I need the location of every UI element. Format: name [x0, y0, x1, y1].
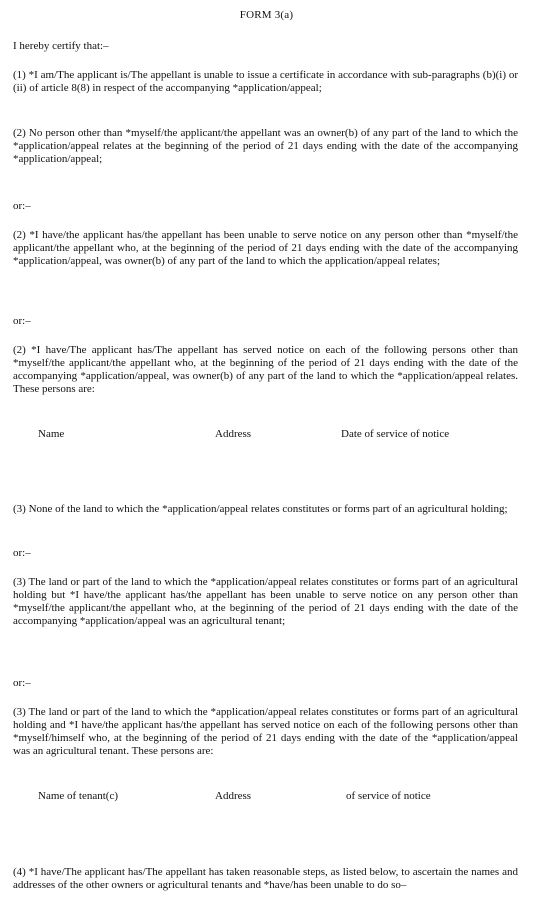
paragraph-3-option-c: (3) The land or part of the land to which the *application/appeal relates constitutes or forms part of an agricultural holding and *I have/the applicant has/the appellant has served notice on each of the following persons other than *myself/himself who, at the beginning of the period of 21 days ending with the date of the *application/appeal was an agricultural tenant. These persons are: — [13, 706, 518, 757]
column-header: Date of service of notice — [341, 428, 450, 440]
paragraph-4: (4) *I have/The applicant has/The appellant has taken reasonable steps, as listed below, to ascertain the names and addresses of the other owners or agricultural tenants and *have/has been unable to do so– — [13, 866, 518, 891]
column-header: Address — [215, 428, 252, 440]
intro-text: I hereby certify that:– — [13, 40, 109, 52]
or-separator: or:– — [13, 547, 31, 559]
paragraph-2-option-c: (2) *I have/The applicant has/The appellant has served notice on each of the following persons other than *myself/the applicant/the appellant who, at the beginning of the period of 21 days ending with the date of the accompanying *application/appeal, was owner(b) of any part of the land to which the *application/appeal relates. These persons are: — [13, 344, 518, 395]
column-header: Name of tenant(c) — [38, 790, 119, 802]
column-header: Name — [38, 428, 65, 440]
or-separator: or:– — [13, 315, 31, 327]
paragraph-3-option-b: (3) The land or part of the land to which the *application/appeal relates constitutes or forms part of an agricultural holding but *I have/the applicant has/the appellant has been unable to serve notice on any person other than *myself/the applicant/the appellant who, at the beginning of the period of 21 days ending with the date of the accompanying *application/appeal was an agricultural tenant; — [13, 576, 518, 627]
or-separator: or:– — [13, 677, 31, 689]
paragraph-2-option-b: (2) *I have/the applicant has/the appellant has been unable to serve notice on any person other than *myself/the applicant/the appellant who, at the beginning of the period of 21 days ending with the date of the accompanying *application/appeal, was owner(b) of any part of the land to which the application/appeal relates; — [13, 229, 518, 267]
or-separator: or:– — [13, 200, 31, 212]
paragraph-2-option-a: (2) No person other than *myself/the applicant/the appellant was an owner(b) of any part of the land to which the *application/appeal relates at the beginning of the period of 21 days ending with the date of the accompanying *application/appeal; — [13, 127, 518, 165]
form-title: FORM 3(a) — [239, 9, 294, 21]
paragraph-1: (1) *I am/The applicant is/The appellant is unable to issue a certificate in accordance with sub-paragraphs (b)(i) or (ii) of article 8(8) in respect of the accompanying *application/appeal; — [13, 69, 518, 94]
column-header: of service of notice — [346, 790, 431, 802]
column-header: Address — [215, 790, 252, 802]
paragraph-3-option-a: (3) None of the land to which the *application/appeal relates constitutes or forms part of an agricultural holding; — [13, 503, 508, 515]
